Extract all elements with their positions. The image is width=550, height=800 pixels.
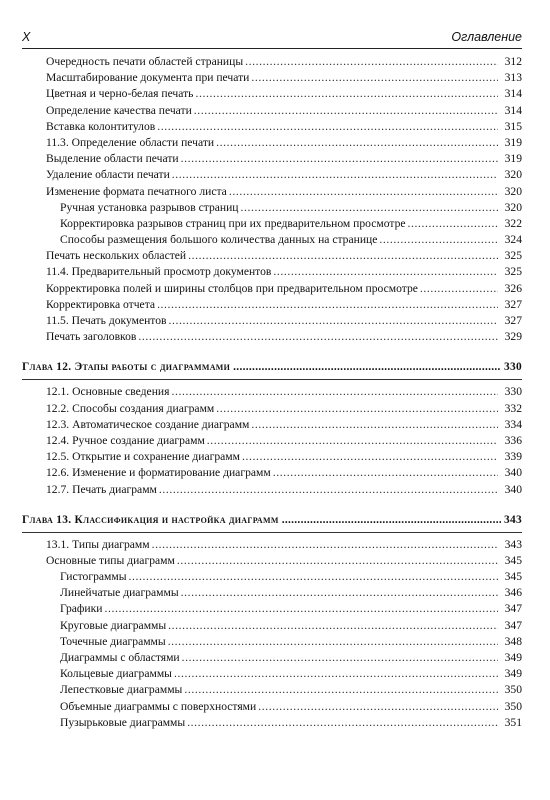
leader-dots [168,634,498,650]
toc-entry-title: Круговые диаграммы [60,618,167,632]
leader-dots [181,151,498,167]
header-page-marker: X [22,30,31,44]
toc-entry[interactable] [22,384,522,400]
leader-dots [242,449,498,465]
toc-entry-page-number: 347 [504,618,522,632]
toc-entry-page-number: 324 [504,233,522,247]
toc-entry[interactable] [22,618,522,634]
leader-dots [379,232,498,248]
toc-entry[interactable] [22,232,522,248]
chapter-title: Глава 12. Этапы работы с диаграммами [22,361,231,374]
leader-dots [157,119,498,135]
chapter-divider [22,532,522,533]
leader-dots [187,715,498,731]
toc-entry[interactable] [22,634,522,650]
toc-entry[interactable] [22,248,522,264]
toc-entry[interactable] [22,103,522,119]
toc-entry[interactable] [22,666,522,682]
toc-entry-page-number: 345 [504,570,522,584]
toc-entry-title: 11.3. Определение области печати [46,135,215,149]
toc-entry[interactable] [22,465,522,481]
toc-entry-title: Кольцевые диаграммы [60,667,172,681]
toc-entry-title: Печать заголовков [46,330,137,344]
toc-section-chapter-13 [22,537,522,731]
toc-entry-page-number: 320 [504,184,522,198]
leader-dots [182,650,498,666]
leader-dots [172,167,498,183]
toc-entry-title: 12.2. Способы создания диаграмм [46,401,215,415]
leader-dots [188,248,498,264]
chapter-13-heading[interactable] [22,512,522,528]
toc-entry-title: Цветная и черно-белая печать [46,87,194,101]
leader-dots [177,553,498,569]
toc-entry-title: Корректировка полей и ширины столбцов при предварительном просмотре [46,281,418,295]
toc-entry-page-number: 349 [504,667,522,681]
chapter-page-number: 330 [504,361,522,374]
toc-entry-page-number: 336 [504,433,522,447]
leader-dots [181,585,498,601]
toc-entry-page-number: 346 [504,586,522,600]
leader-dots [233,359,501,375]
toc-entry-page-number: 340 [504,482,522,496]
toc-entry-title: Основные типы диаграмм [46,553,175,567]
toc-entry-title: Пузырьковые диаграммы [60,715,186,729]
toc-entry-title: 12.7. Печать диаграмм [46,482,157,496]
toc-entry[interactable] [22,585,522,601]
toc-entry-title: Диаграммы с областями [60,651,180,664]
toc-entry[interactable] [22,184,522,200]
leader-dots [174,666,498,682]
toc-entry[interactable] [22,264,522,280]
toc-entry[interactable] [22,401,522,417]
toc-entry-title: Объемные диаграммы с поверхностями [60,699,257,713]
leader-dots [241,200,498,216]
toc-entry-page-number: 347 [504,602,522,616]
toc-entry-title: 12.3. Автоматическое создание диаграмм [46,417,250,431]
toc-entry[interactable] [22,482,522,498]
leader-dots [184,682,498,698]
toc-entry[interactable] [22,216,522,232]
toc-entry[interactable] [22,119,522,135]
toc-entry[interactable] [22,715,522,731]
leader-dots [251,70,498,86]
toc-entry[interactable] [22,569,522,585]
leader-dots [169,313,499,329]
toc-entry-page-number: 325 [504,265,522,279]
toc-entry-page-number: 329 [504,330,522,344]
toc-entry-title: 12.6. Изменение и форматирование диаграмм [46,466,271,480]
toc-entry[interactable] [22,54,522,70]
toc-entry-page-number: 332 [504,401,522,415]
toc-entry-page-number: 326 [504,281,522,295]
leader-dots [420,281,498,297]
toc-entry-page-number: 351 [504,715,522,729]
toc-entry-title: 12.1. Основные сведения [46,385,170,399]
toc-entry-title: Ручная установка разрывов страниц [60,200,239,214]
toc-entry[interactable] [22,151,522,167]
leader-dots [194,103,498,119]
toc-entry-page-number: 315 [504,119,522,133]
toc-entry-page-number: 349 [504,651,522,664]
toc-entry-title: Точечные диаграммы [60,634,166,648]
toc-entry[interactable] [22,70,522,86]
toc-entry-page-number: 334 [504,417,522,431]
toc-entry-page-number: 350 [504,699,522,713]
leader-dots [273,465,498,481]
toc-entry[interactable] [22,281,522,297]
toc-entry[interactable] [22,682,522,698]
leader-dots [245,54,498,70]
toc-entry-page-number: 322 [504,216,522,230]
toc-entry-page-number: 350 [504,683,522,697]
toc-entry-page-number: 348 [504,634,522,648]
chapter-12-heading[interactable] [22,359,522,375]
toc-section-chapter-11 [22,54,522,345]
toc-entry-page-number: 339 [504,450,522,464]
toc-entry-title: 11.5. Печать документов [46,314,167,327]
toc-entry[interactable] [22,297,522,313]
chapter-page-number: 343 [504,513,522,526]
toc-entry-title: Очередность печати областей страницы [46,55,244,68]
toc-entry-title: Лепестковые диаграммы [60,683,183,697]
toc-entry-page-number: 320 [504,168,522,182]
toc-entry[interactable] [22,417,522,433]
leader-dots [251,417,498,433]
toc-entry-page-number: 314 [504,87,522,101]
toc-entry[interactable] [22,650,522,666]
leader-dots [207,433,498,449]
toc-entry-page-number: 327 [504,297,522,311]
leader-dots [195,86,498,102]
leader-dots [138,329,498,345]
toc-entry[interactable] [22,449,522,465]
toc-entry-title: Графики [60,602,103,616]
header-title: Оглавление [451,30,522,44]
leader-dots [168,618,498,634]
toc-entry-page-number: 319 [504,135,522,149]
toc-entry-page-number: 319 [504,152,522,166]
chapter-divider [22,379,522,380]
toc-entry-page-number: 330 [504,385,522,399]
toc-entry[interactable] [22,313,522,329]
toc-entry-title: Удаление области печати [46,168,170,182]
toc-entry-page-number: 325 [504,249,522,263]
leader-dots [128,569,498,585]
toc-entry-page-number: 320 [504,200,522,214]
toc-entry-title: Печать нескольких областей [46,249,187,263]
toc-entry-title: Корректировка разрывов страниц при их предварительном просмотре [60,216,406,230]
leader-dots [171,384,498,400]
running-header [22,26,522,49]
toc-entry[interactable] [22,553,522,569]
toc-entry-title: Гистограммы [60,570,127,584]
leader-dots [216,401,498,417]
toc-entry-page-number: 340 [504,466,522,480]
toc-entry-page-number: 312 [504,55,522,68]
leader-dots [229,184,498,200]
toc-entry[interactable] [22,537,522,553]
toc-entry[interactable] [22,135,522,151]
toc-entry-title: Линейчатые диаграммы [60,586,179,600]
toc-entry-title: 12.4. Ручное создание диаграмм [46,433,205,447]
toc-entry-title: 11.4. Предварительный просмотр документов [46,265,272,279]
toc-entry[interactable] [22,433,522,449]
toc-entry[interactable] [22,86,522,102]
leader-dots [104,601,498,617]
toc-entry-title: Изменение формата печатного листа [46,184,227,198]
leader-dots [216,135,498,151]
leader-dots [282,512,501,528]
toc-entry-page-number: 327 [504,314,522,327]
toc-entry-title: 13.1. Типы диаграмм [46,537,150,551]
toc-section-chapter-12 [22,384,522,497]
toc-entry-title: Выделение области печати [46,152,179,166]
table-of-contents [22,54,522,731]
toc-entry-title: 12.5. Открытие и сохранение диаграмм [46,450,240,464]
toc-entry-title: Корректировка отчета [46,297,156,311]
toc-entry-title: Вставка колонтитулов [46,119,156,133]
leader-dots [258,699,498,715]
toc-entry-page-number: 314 [504,103,522,117]
toc-entry-title: Масштабирование документа при печати [46,71,250,85]
toc-entry-page-number: 345 [504,553,522,567]
toc-entry-page-number: 343 [504,537,522,551]
chapter-title: Глава 13. Классификация и настройка диаграмм [22,513,279,526]
leader-dots [159,482,498,498]
toc-entry-title: Способы размещения большого количества данных на странице [60,233,378,247]
leader-dots [408,216,498,232]
toc-entry[interactable] [22,699,522,715]
toc-entry[interactable] [22,200,522,216]
toc-entry[interactable] [22,601,522,617]
leader-dots [152,537,498,553]
toc-entry[interactable] [22,329,522,345]
leader-dots [273,264,498,280]
toc-entry-page-number: 313 [504,71,522,85]
toc-entry[interactable] [22,167,522,183]
toc-entry-title: Определение качества печати [46,103,192,117]
leader-dots [157,297,498,313]
